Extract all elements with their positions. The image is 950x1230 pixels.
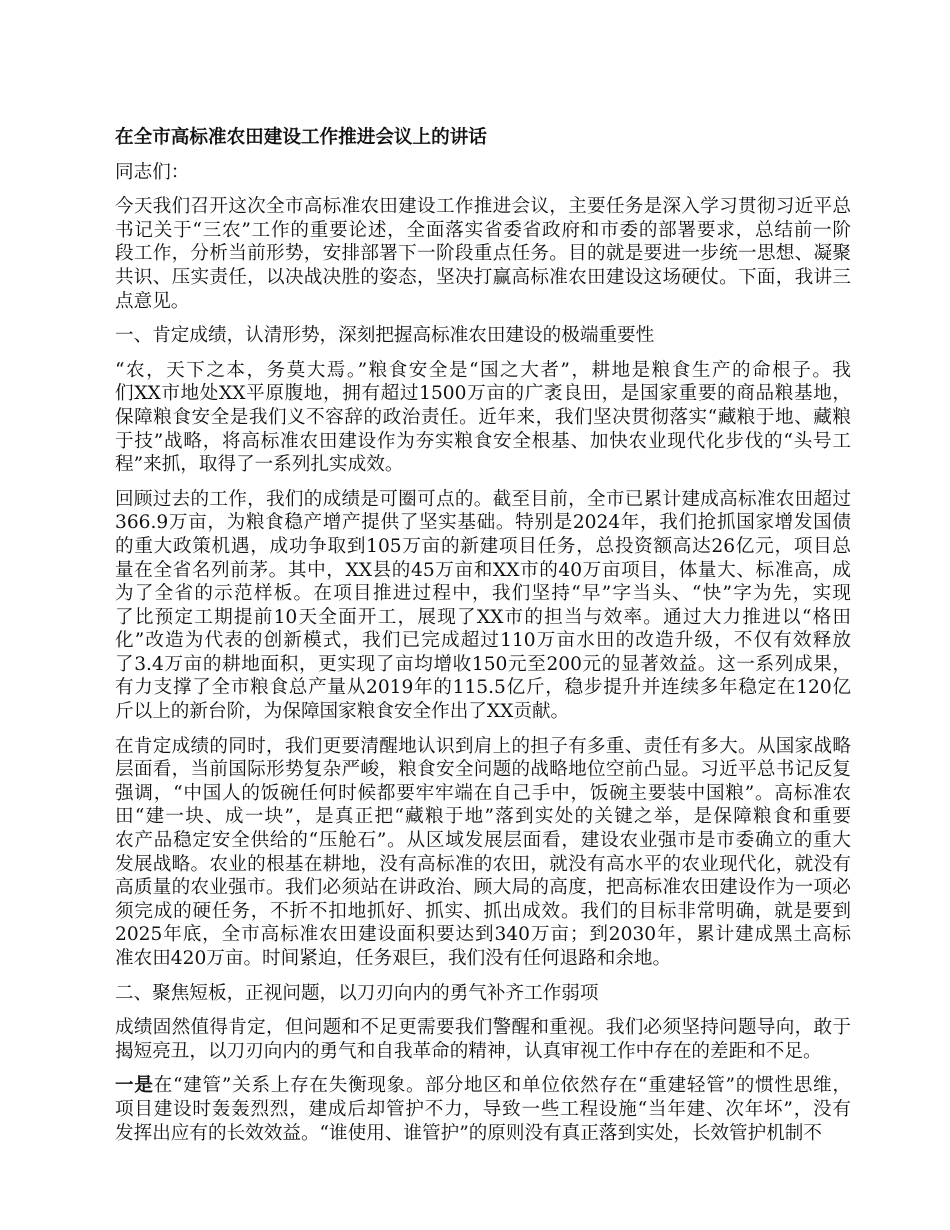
text-line: 2025年底，全市高标准农田建设面积要达到340万亩；到2030年，累计建成黑土高标 <box>115 924 851 946</box>
paragraph <box>115 735 851 971</box>
text-line: 二、聚焦短板，正视问题，以刀刃向内的勇气补齐工作弱项 <box>115 982 599 1004</box>
document-body <box>115 161 851 1146</box>
text-line: 发挥出应有的长效效益。“谁使用、谁管护”的原则没有真正落到实处，长效管护机制不 <box>115 1122 822 1144</box>
text-line: 为了全省的示范样板。在项目推进过程中，我们坚持“早”字当头、“快”字为先，实现 <box>115 583 851 605</box>
paragraph <box>115 1074 851 1145</box>
text-line: 田“建一块、成一块”，是真正把“藏粮于地”落到实处的关键之举，是保障粮食和重要 <box>115 806 851 828</box>
text-line: 强调，“中国人的饭碗任何时候都要牢牢端在自己手中，饭碗主要装中国粮”。高标准农 <box>115 782 851 804</box>
text-line: 了3.4万亩的耕地面积，更实现了亩均增收150元至200元的显著效益。这一系列成果， <box>115 653 851 675</box>
section-heading <box>115 982 851 1006</box>
text-line: 回顾过去的工作，我们的成绩是可圈可点的。截至目前，全市已累计建成高标准农田超过 <box>115 488 851 510</box>
section-heading <box>115 324 851 348</box>
text-line: 斤以上的新台阶，为保障国家粮食安全作出了XX贡献。 <box>115 701 570 723</box>
text-line: 今天我们召开这次全市高标准农田建设工作推进会议，主要任务是深入学习贯彻习近平总 <box>115 196 851 218</box>
text-line: 于技”战略，将高标准农田建设作为夯实粮食安全根基、加快农业现代化步伐的“头号工 <box>115 430 851 452</box>
text-line: 段工作，分析当前形势，安排部署下一阶段重点任务。目的就是要进一步统一思想、凝聚 <box>115 243 851 265</box>
text-line: 共识、压实责任，以决战决胜的姿态，坚决打赢高标准农田建设这场硬仗。下面，我讲三 <box>115 266 851 288</box>
text-line: 366.9万亩，为粮食稳产增产提供了坚实基础。特别是2024年，我们抢抓国家增发国债 <box>115 512 851 534</box>
text-line: 一、肯定成绩，认清形势，深刻把握高标准农田建设的极端重要性 <box>115 325 655 347</box>
text-line: 高质量的农业强市。我们必须站在讲政治、顾大局的高度，把高标准农田建设作为一项必 <box>115 877 851 899</box>
title-text: 在全市高标准农田建设工作推进会议上的讲话 <box>115 127 487 148</box>
text-line: 发展战略。农业的根基在耕地，没有高标准的农田，就没有高水平的农业现代化，就没有 <box>115 853 851 875</box>
text-line: 化”改造为代表的创新模式，我们已完成超过110万亩水田的改造升级，不仅有效释放 <box>115 630 851 652</box>
text-line: 书记关于“三农”工作的重要论述，全面落实省委省政府和市委的部署要求，总结前一阶 <box>115 219 851 241</box>
salutation <box>115 161 851 185</box>
text-line: 须完成的硬任务，不折不扣地抓好、抓实、抓出成效。我们的目标非常明确，就是要到 <box>115 900 851 922</box>
text-line <box>115 1074 851 1098</box>
text-line: 了比预定工期提前10天全面开工，展现了XX市的担当与效率。通过大力推进以“格田 <box>115 606 851 628</box>
text-line: 成绩固然值得肯定，但问题和不足更需要我们警醒和重视。我们必须坚持问题导向，敢于 <box>115 1017 851 1039</box>
text-line: 量在全省名列前茅。其中，XX县的45万亩和XX市的40万亩项目，体量大、标准高，成 <box>115 559 851 581</box>
paragraph <box>115 1016 851 1063</box>
text-line: 程”来抓，取得了一系列扎实成效。 <box>115 454 404 476</box>
text-line: 们XX市地处XX平原腹地，拥有超过1500万亩的广袤良田，是国家重要的商品粮基地， <box>115 383 851 405</box>
text-line: 在肯定成绩的同时，我们更要清醒地认识到肩上的担子有多重、责任有多大。从国家战略 <box>115 735 851 757</box>
text-line: 准农田420万亩。时间紧迫，任务艰巨，我们没有任何退路和余地。 <box>115 948 672 969</box>
paragraph <box>115 195 851 313</box>
text-line: 同志们： <box>115 161 190 183</box>
text-line: 揭短亮丑，以刀刃向内的勇气和自我革命的精神，认真审视工作中存在的差距和不足。 <box>115 1040 822 1062</box>
paragraph <box>115 488 851 724</box>
document-title <box>115 126 851 150</box>
text-line: 农产品稳定安全供给的“压舱石”。从区域发展层面看，建设农业强市是市委确立的重大 <box>115 830 851 852</box>
line-text: 在“建管”关系上存在失衡现象。部分地区和单位依然存在“重建轻管”的惯性思维， <box>153 1075 851 1097</box>
document-page <box>115 126 851 1156</box>
paragraph <box>115 359 851 477</box>
text-line: 有力支撑了全市粮食总产量从2019年的115.5亿斤，稳步提升并连续多年稳定在120亿 <box>115 677 851 699</box>
text-line: 项目建设时轰轰烈烈，建成后却管护不力，导致一些工程设施“当年建、次年坏”，没有 <box>115 1098 851 1120</box>
text-line: 层面看，当前国际形势复杂严峻，粮食安全问题的战略地位空前凸显。习近平总书记反复 <box>115 759 851 781</box>
bold-lead: 一是 <box>115 1075 154 1097</box>
text-line: 的重大政策机遇，成功争取到105万亩的新建项目任务，总投资额高达26亿元，项目总 <box>115 535 851 557</box>
text-line: 点意见。 <box>115 290 190 312</box>
text-line: “农，天下之本，务莫大焉。”粮食安全是“国之大者”，耕地是粮食生产的命根子。我 <box>115 359 851 381</box>
text-line: 保障粮食安全是我们义不容辞的政治责任。近年来，我们坚决贯彻落实“藏粮于地、藏粮 <box>115 406 851 428</box>
